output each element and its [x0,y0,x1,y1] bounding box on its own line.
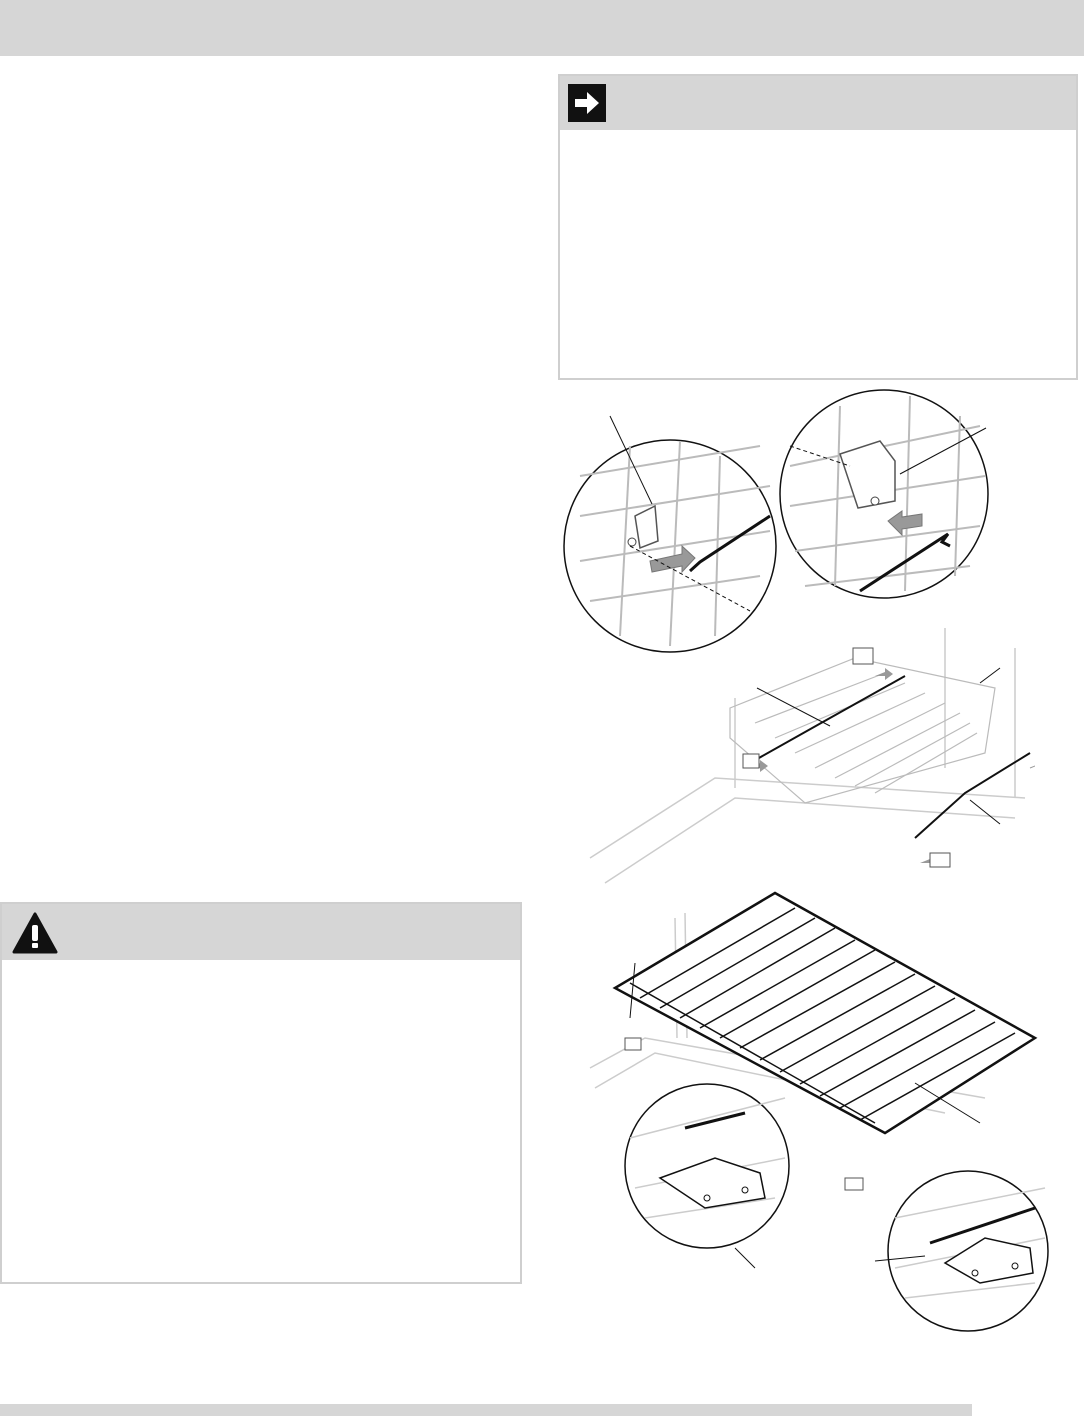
header-band [0,0,1084,56]
warning-header [2,904,520,960]
warning-exclamation-icon [12,912,58,954]
rack-clip-detail-illustration [540,386,1080,656]
rack-installed-illustration [585,888,1055,1333]
arrow-right-icon [568,84,606,122]
footer-band [0,1404,972,1416]
warning-box [0,902,522,1284]
rack-insertion-illustration [585,628,1035,890]
note-header [560,76,1076,130]
note-box [558,74,1078,380]
